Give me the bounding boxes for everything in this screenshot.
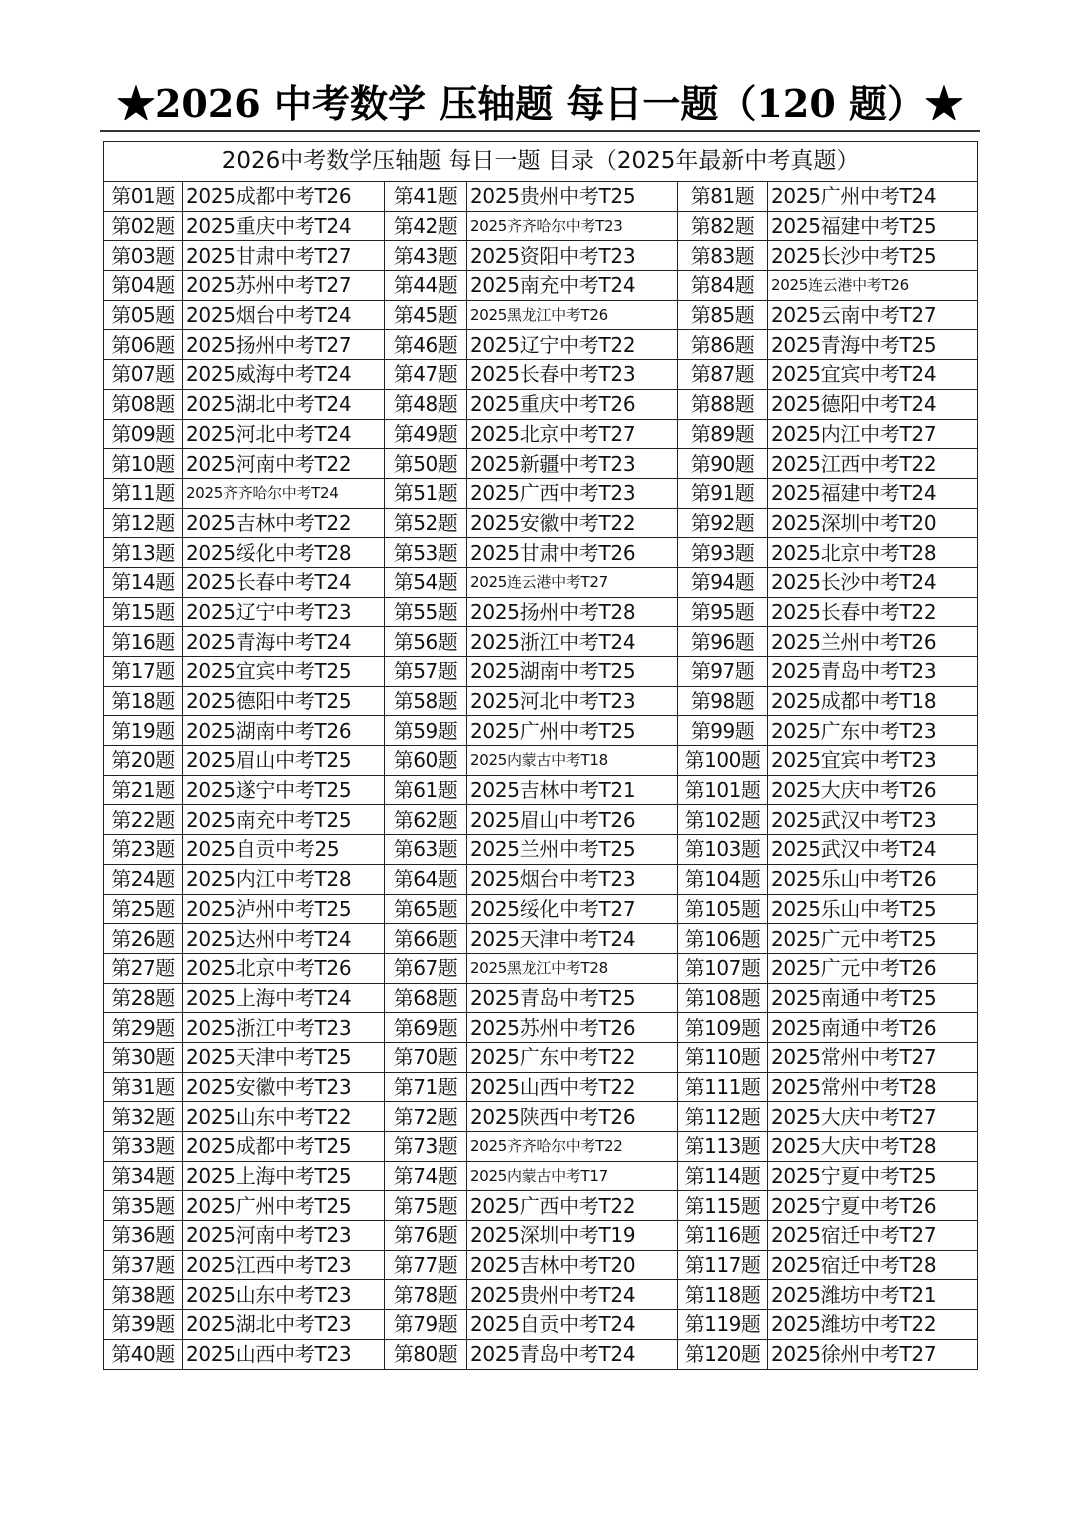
- problem-number: 第75题: [385, 1191, 467, 1221]
- problem-source: 2025宁夏中考T26: [768, 1191, 978, 1221]
- problem-source: 2025自贡中考25: [183, 835, 385, 865]
- table-row: [104, 182, 978, 212]
- problem-source: 2025吉林中考T22: [183, 508, 385, 538]
- table-row: [104, 924, 978, 954]
- problem-number: 第19题: [104, 716, 183, 746]
- problem-source: 2025青岛中考T25: [467, 983, 678, 1013]
- problem-source: 2025广州中考T24: [768, 182, 978, 212]
- problem-source: 2025山西中考T22: [467, 1072, 678, 1102]
- problem-source: 2025遂宁中考T25: [183, 775, 385, 805]
- problem-number: 第16题: [104, 627, 183, 657]
- problem-source: 2025烟台中考T23: [467, 864, 678, 894]
- problem-source: 2025德阳中考T24: [768, 389, 978, 419]
- problem-number: 第87题: [678, 360, 768, 390]
- problem-number: 第115题: [678, 1191, 768, 1221]
- problem-number: 第12题: [104, 508, 183, 538]
- problem-number: 第49题: [385, 419, 467, 449]
- problem-number: 第118题: [678, 1280, 768, 1310]
- table-row: [104, 300, 978, 330]
- toc-body: [104, 182, 978, 1370]
- problem-number: 第81题: [678, 182, 768, 212]
- title-divider: [100, 130, 980, 132]
- problem-number: 第68题: [385, 983, 467, 1013]
- problem-number: 第20题: [104, 746, 183, 776]
- problem-number: 第77题: [385, 1250, 467, 1280]
- problem-source: 2025黑龙江中考T26: [467, 300, 678, 330]
- problem-source: 2025潍坊中考T22: [768, 1310, 978, 1340]
- table-row: [104, 389, 978, 419]
- problem-number: 第25题: [104, 894, 183, 924]
- table-row: [104, 657, 978, 687]
- problem-number: 第95题: [678, 597, 768, 627]
- table-row: [104, 953, 978, 983]
- problem-number: 第114题: [678, 1161, 768, 1191]
- problem-source: 2025黑龙江中考T28: [467, 953, 678, 983]
- problem-number: 第85题: [678, 300, 768, 330]
- table-row: [104, 1072, 978, 1102]
- problem-number: 第50题: [385, 449, 467, 479]
- problem-number: 第39题: [104, 1310, 183, 1340]
- problem-number: 第53题: [385, 538, 467, 568]
- problem-source: 2025吉林中考T21: [467, 775, 678, 805]
- problem-source: 2025长沙中考T25: [768, 241, 978, 271]
- problem-source: 2025陕西中考T26: [467, 1102, 678, 1132]
- problem-source: 2025眉山中考T25: [183, 746, 385, 776]
- problem-number: 第69题: [385, 1013, 467, 1043]
- problem-number: 第93题: [678, 538, 768, 568]
- table-row: [104, 1280, 978, 1310]
- problem-number: 第105题: [678, 894, 768, 924]
- table-row: [104, 1191, 978, 1221]
- problem-source: 2025青海中考T25: [768, 330, 978, 360]
- table-row: [104, 1221, 978, 1251]
- table-row: [104, 1310, 978, 1340]
- problem-number: 第29题: [104, 1013, 183, 1043]
- problem-source: 2025广西中考T22: [467, 1191, 678, 1221]
- problem-source: 2025宿迁中考T27: [768, 1221, 978, 1251]
- problem-source: 2025山东中考T22: [183, 1102, 385, 1132]
- problem-number: 第37题: [104, 1250, 183, 1280]
- problem-number: 第57题: [385, 657, 467, 687]
- problem-number: 第02题: [104, 211, 183, 241]
- table-row: [104, 567, 978, 597]
- problem-source: 2025眉山中考T26: [467, 805, 678, 835]
- table-row: [104, 983, 978, 1013]
- problem-source: 2025内江中考T27: [768, 419, 978, 449]
- problem-number: 第107题: [678, 953, 768, 983]
- problem-number: 第99题: [678, 716, 768, 746]
- problem-number: 第43题: [385, 241, 467, 271]
- table-row: [104, 716, 978, 746]
- problem-number: 第51题: [385, 478, 467, 508]
- problem-source: 2025河北中考T24: [183, 419, 385, 449]
- problem-source: 2025浙江中考T24: [467, 627, 678, 657]
- problem-number: 第84题: [678, 271, 768, 301]
- problem-source: 2025山东中考T23: [183, 1280, 385, 1310]
- problem-source: 2025浙江中考T23: [183, 1013, 385, 1043]
- table-row: [104, 686, 978, 716]
- problem-source: 2025长春中考T23: [467, 360, 678, 390]
- problem-number: 第104题: [678, 864, 768, 894]
- problem-source: 2025广元中考T26: [768, 953, 978, 983]
- problem-number: 第10题: [104, 449, 183, 479]
- problem-number: 第58题: [385, 686, 467, 716]
- problem-source: 2025广州中考T25: [467, 716, 678, 746]
- problem-source: 2025威海中考T24: [183, 360, 385, 390]
- problem-number: 第14题: [104, 567, 183, 597]
- page-title: ★2026 中考数学 压轴题 每日一题（120 题）★: [116, 81, 963, 126]
- problem-number: 第88题: [678, 389, 768, 419]
- table-row: [104, 1250, 978, 1280]
- problem-number: 第79题: [385, 1310, 467, 1340]
- problem-source: 2025宜宾中考T24: [768, 360, 978, 390]
- problem-source: 2025甘肃中考T26: [467, 538, 678, 568]
- problem-number: 第110题: [678, 1042, 768, 1072]
- problem-number: 第72题: [385, 1102, 467, 1132]
- problem-source: 2025湖南中考T25: [467, 657, 678, 687]
- problem-source: 2025武汉中考T24: [768, 835, 978, 865]
- problem-number: 第63题: [385, 835, 467, 865]
- problem-source: 2025广东中考T23: [768, 716, 978, 746]
- problem-number: 第07题: [104, 360, 183, 390]
- problem-source: 2025绥化中考T28: [183, 538, 385, 568]
- problem-number: 第05题: [104, 300, 183, 330]
- problem-number: 第78题: [385, 1280, 467, 1310]
- problem-number: 第21题: [104, 775, 183, 805]
- problem-source: 2025江西中考T22: [768, 449, 978, 479]
- problem-number: 第32题: [104, 1102, 183, 1132]
- problem-number: 第31题: [104, 1072, 183, 1102]
- problem-source: 2025河南中考T22: [183, 449, 385, 479]
- problem-number: 第103题: [678, 835, 768, 865]
- problem-source: 2025福建中考T24: [768, 478, 978, 508]
- table-row: [104, 597, 978, 627]
- problem-source: 2025连云港中考T27: [467, 567, 678, 597]
- problem-source: 2025烟台中考T24: [183, 300, 385, 330]
- table-row: [104, 1161, 978, 1191]
- problem-source: 2025湖北中考T24: [183, 389, 385, 419]
- problem-number: 第48题: [385, 389, 467, 419]
- problem-source: 2025新疆中考T23: [467, 449, 678, 479]
- problem-source: 2025成都中考T26: [183, 182, 385, 212]
- problem-number: 第45题: [385, 300, 467, 330]
- problem-source: 2025内蒙古中考T18: [467, 746, 678, 776]
- problem-number: 第23题: [104, 835, 183, 865]
- problem-source: 2025南充中考T25: [183, 805, 385, 835]
- problem-source: 2025长春中考T24: [183, 567, 385, 597]
- problem-number: 第106题: [678, 924, 768, 954]
- problem-source: 2025宜宾中考T25: [183, 657, 385, 687]
- problem-source: 2025深圳中考T19: [467, 1221, 678, 1251]
- problem-source: 2025重庆中考T26: [467, 389, 678, 419]
- toc-table: [103, 141, 978, 1370]
- problem-number: 第30题: [104, 1042, 183, 1072]
- problem-number: 第91题: [678, 478, 768, 508]
- problem-number: 第67题: [385, 953, 467, 983]
- table-row: [104, 271, 978, 301]
- problem-source: 2025乐山中考T26: [768, 864, 978, 894]
- problem-source: 2025重庆中考T24: [183, 211, 385, 241]
- problem-source: 2025河北中考T23: [467, 686, 678, 716]
- problem-number: 第06题: [104, 330, 183, 360]
- problem-number: 第36题: [104, 1221, 183, 1251]
- problem-number: 第42题: [385, 211, 467, 241]
- problem-source: 2025成都中考T25: [183, 1132, 385, 1162]
- problem-number: 第74题: [385, 1161, 467, 1191]
- problem-source: 2025成都中考T18: [768, 686, 978, 716]
- problem-number: 第38题: [104, 1280, 183, 1310]
- table-row: [104, 864, 978, 894]
- problem-source: 2025河南中考T23: [183, 1221, 385, 1251]
- problem-number: 第55题: [385, 597, 467, 627]
- problem-source: 2025连云港中考T26: [768, 271, 978, 301]
- table-row: [104, 1013, 978, 1043]
- problem-number: 第86题: [678, 330, 768, 360]
- problem-source: 2025上海中考T25: [183, 1161, 385, 1191]
- problem-source: 2025泸州中考T25: [183, 894, 385, 924]
- problem-source: 2025德阳中考T25: [183, 686, 385, 716]
- problem-source: 2025宁夏中考T25: [768, 1161, 978, 1191]
- problem-number: 第71题: [385, 1072, 467, 1102]
- problem-number: 第61题: [385, 775, 467, 805]
- problem-source: 2025常州中考T27: [768, 1042, 978, 1072]
- problem-source: 2025云南中考T27: [768, 300, 978, 330]
- problem-number: 第108题: [678, 983, 768, 1013]
- problem-source: 2025内江中考T28: [183, 864, 385, 894]
- problem-source: 2025大庆中考T26: [768, 775, 978, 805]
- table-row: [104, 1042, 978, 1072]
- problem-number: 第59题: [385, 716, 467, 746]
- problem-number: 第112题: [678, 1102, 768, 1132]
- problem-number: 第62题: [385, 805, 467, 835]
- problem-number: 第09题: [104, 419, 183, 449]
- problem-number: 第111题: [678, 1072, 768, 1102]
- problem-number: 第70题: [385, 1042, 467, 1072]
- problem-number: 第41题: [385, 182, 467, 212]
- problem-number: 第109题: [678, 1013, 768, 1043]
- table-row: [104, 538, 978, 568]
- problem-source: 2025甘肃中考T27: [183, 241, 385, 271]
- problem-number: 第17题: [104, 657, 183, 687]
- table-row: [104, 419, 978, 449]
- problem-number: 第97题: [678, 657, 768, 687]
- problem-source: 2025湖南中考T26: [183, 716, 385, 746]
- problem-source: 2025广州中考T25: [183, 1191, 385, 1221]
- table-row: [104, 894, 978, 924]
- problem-number: 第83题: [678, 241, 768, 271]
- problem-number: 第03题: [104, 241, 183, 271]
- problem-source: 2025广东中考T22: [467, 1042, 678, 1072]
- problem-source: 2025青岛中考T23: [768, 657, 978, 687]
- problem-source: 2025大庆中考T28: [768, 1132, 978, 1162]
- problem-source: 2025乐山中考T25: [768, 894, 978, 924]
- problem-source: 2025天津中考T25: [183, 1042, 385, 1072]
- problem-source: 2025安徽中考T22: [467, 508, 678, 538]
- table-row: [104, 805, 978, 835]
- problem-number: 第94题: [678, 567, 768, 597]
- problem-source: 2025贵州中考T24: [467, 1280, 678, 1310]
- problem-source: 2025贵州中考T25: [467, 182, 678, 212]
- problem-number: 第47题: [385, 360, 467, 390]
- problem-number: 第34题: [104, 1161, 183, 1191]
- problem-number: 第04题: [104, 271, 183, 301]
- problem-number: 第18题: [104, 686, 183, 716]
- problem-source: 2025自贡中考T24: [467, 1310, 678, 1340]
- problem-source: 2025江西中考T23: [183, 1250, 385, 1280]
- problem-source: 2025宜宾中考T23: [768, 746, 978, 776]
- problem-source: 2025辽宁中考T23: [183, 597, 385, 627]
- problem-source: 2025深圳中考T20: [768, 508, 978, 538]
- problem-number: 第65题: [385, 894, 467, 924]
- problem-number: 第96题: [678, 627, 768, 657]
- problem-source: 2025长春中考T22: [768, 597, 978, 627]
- table-row: [104, 360, 978, 390]
- table-row: [104, 627, 978, 657]
- problem-source: 2025北京中考T26: [183, 953, 385, 983]
- problem-number: 第117题: [678, 1250, 768, 1280]
- problem-source: 2025安徽中考T23: [183, 1072, 385, 1102]
- problem-number: 第15题: [104, 597, 183, 627]
- problem-source: 2025南充中考T24: [467, 271, 678, 301]
- problem-number: 第01题: [104, 182, 183, 212]
- table-row: [104, 835, 978, 865]
- problem-source: 2025资阳中考T23: [467, 241, 678, 271]
- table-row: [104, 746, 978, 776]
- table-row: [104, 449, 978, 479]
- problem-number: 第22题: [104, 805, 183, 835]
- table-row: [104, 775, 978, 805]
- problem-source: 2025青海中考T24: [183, 627, 385, 657]
- problem-source: 2025南通中考T26: [768, 1013, 978, 1043]
- problem-number: 第40题: [104, 1339, 183, 1369]
- problem-number: 第66题: [385, 924, 467, 954]
- problem-source: 2025北京中考T27: [467, 419, 678, 449]
- problem-source: 2025苏州中考T27: [183, 271, 385, 301]
- table-row: [104, 508, 978, 538]
- problem-number: 第46题: [385, 330, 467, 360]
- problem-source: 2025吉林中考T20: [467, 1250, 678, 1280]
- problem-number: 第82题: [678, 211, 768, 241]
- problem-source: 2025山西中考T23: [183, 1339, 385, 1369]
- problem-number: 第98题: [678, 686, 768, 716]
- problem-source: 2025齐齐哈尔中考T22: [467, 1132, 678, 1162]
- problem-number: 第44题: [385, 271, 467, 301]
- problem-number: 第60题: [385, 746, 467, 776]
- problem-number: 第80题: [385, 1339, 467, 1369]
- problem-number: 第11题: [104, 478, 183, 508]
- problem-number: 第27题: [104, 953, 183, 983]
- problem-number: 第52题: [385, 508, 467, 538]
- problem-number: 第76题: [385, 1221, 467, 1251]
- problem-number: 第35题: [104, 1191, 183, 1221]
- problem-source: 2025青岛中考T24: [467, 1339, 678, 1369]
- problem-number: 第92题: [678, 508, 768, 538]
- problem-number: 第116题: [678, 1221, 768, 1251]
- problem-source: 2025绥化中考T27: [467, 894, 678, 924]
- problem-number: 第100题: [678, 746, 768, 776]
- problem-source: 2025天津中考T24: [467, 924, 678, 954]
- problem-source: 2025广西中考T23: [467, 478, 678, 508]
- table-row: [104, 211, 978, 241]
- problem-number: 第64题: [385, 864, 467, 894]
- problem-number: 第119题: [678, 1310, 768, 1340]
- problem-source: 2025达州中考T24: [183, 924, 385, 954]
- problem-source: 2025福建中考T25: [768, 211, 978, 241]
- toc-header-row: [104, 142, 978, 182]
- problem-number: 第33题: [104, 1132, 183, 1162]
- problem-number: 第90题: [678, 449, 768, 479]
- problem-source: 2025长沙中考T24: [768, 567, 978, 597]
- problem-number: 第26题: [104, 924, 183, 954]
- problem-number: 第102题: [678, 805, 768, 835]
- table-row: [104, 241, 978, 271]
- table-row: [104, 1132, 978, 1162]
- table-row: [104, 1102, 978, 1132]
- problem-number: 第56题: [385, 627, 467, 657]
- problem-source: 2025潍坊中考T21: [768, 1280, 978, 1310]
- problem-source: 2025广元中考T25: [768, 924, 978, 954]
- problem-source: 2025北京中考T28: [768, 538, 978, 568]
- problem-number: 第89题: [678, 419, 768, 449]
- problem-source: 2025齐齐哈尔中考T24: [183, 478, 385, 508]
- table-row: [104, 478, 978, 508]
- problem-source: 2025齐齐哈尔中考T23: [467, 211, 678, 241]
- problem-source: 2025内蒙古中考T17: [467, 1161, 678, 1191]
- problem-number: 第24题: [104, 864, 183, 894]
- problem-source: 2025常州中考T28: [768, 1072, 978, 1102]
- problem-number: 第73题: [385, 1132, 467, 1162]
- problem-number: 第54题: [385, 567, 467, 597]
- problem-source: 2025宿迁中考T28: [768, 1250, 978, 1280]
- problem-source: 2025扬州中考T28: [467, 597, 678, 627]
- problem-number: 第08题: [104, 389, 183, 419]
- problem-source: 2025大庆中考T27: [768, 1102, 978, 1132]
- problem-source: 2025武汉中考T23: [768, 805, 978, 835]
- problem-source: 2025兰州中考T25: [467, 835, 678, 865]
- problem-source: 2025扬州中考T27: [183, 330, 385, 360]
- problem-source: 2025南通中考T25: [768, 983, 978, 1013]
- problem-source: 2025湖北中考T23: [183, 1310, 385, 1340]
- problem-number: 第13题: [104, 538, 183, 568]
- problem-source: 2025上海中考T24: [183, 983, 385, 1013]
- problem-number: 第101题: [678, 775, 768, 805]
- problem-source: 2025兰州中考T26: [768, 627, 978, 657]
- problem-source: 2025苏州中考T26: [467, 1013, 678, 1043]
- toc-header: 2026中考数学压轴题 每日一题 目录（2025年最新中考真题）: [104, 142, 978, 182]
- problem-source: 2025徐州中考T27: [768, 1339, 978, 1369]
- problem-number: 第120题: [678, 1339, 768, 1369]
- problem-number: 第28题: [104, 983, 183, 1013]
- problem-number: 第113题: [678, 1132, 768, 1162]
- table-row: [104, 330, 978, 360]
- problem-source: 2025辽宁中考T22: [467, 330, 678, 360]
- table-row: [104, 1339, 978, 1369]
